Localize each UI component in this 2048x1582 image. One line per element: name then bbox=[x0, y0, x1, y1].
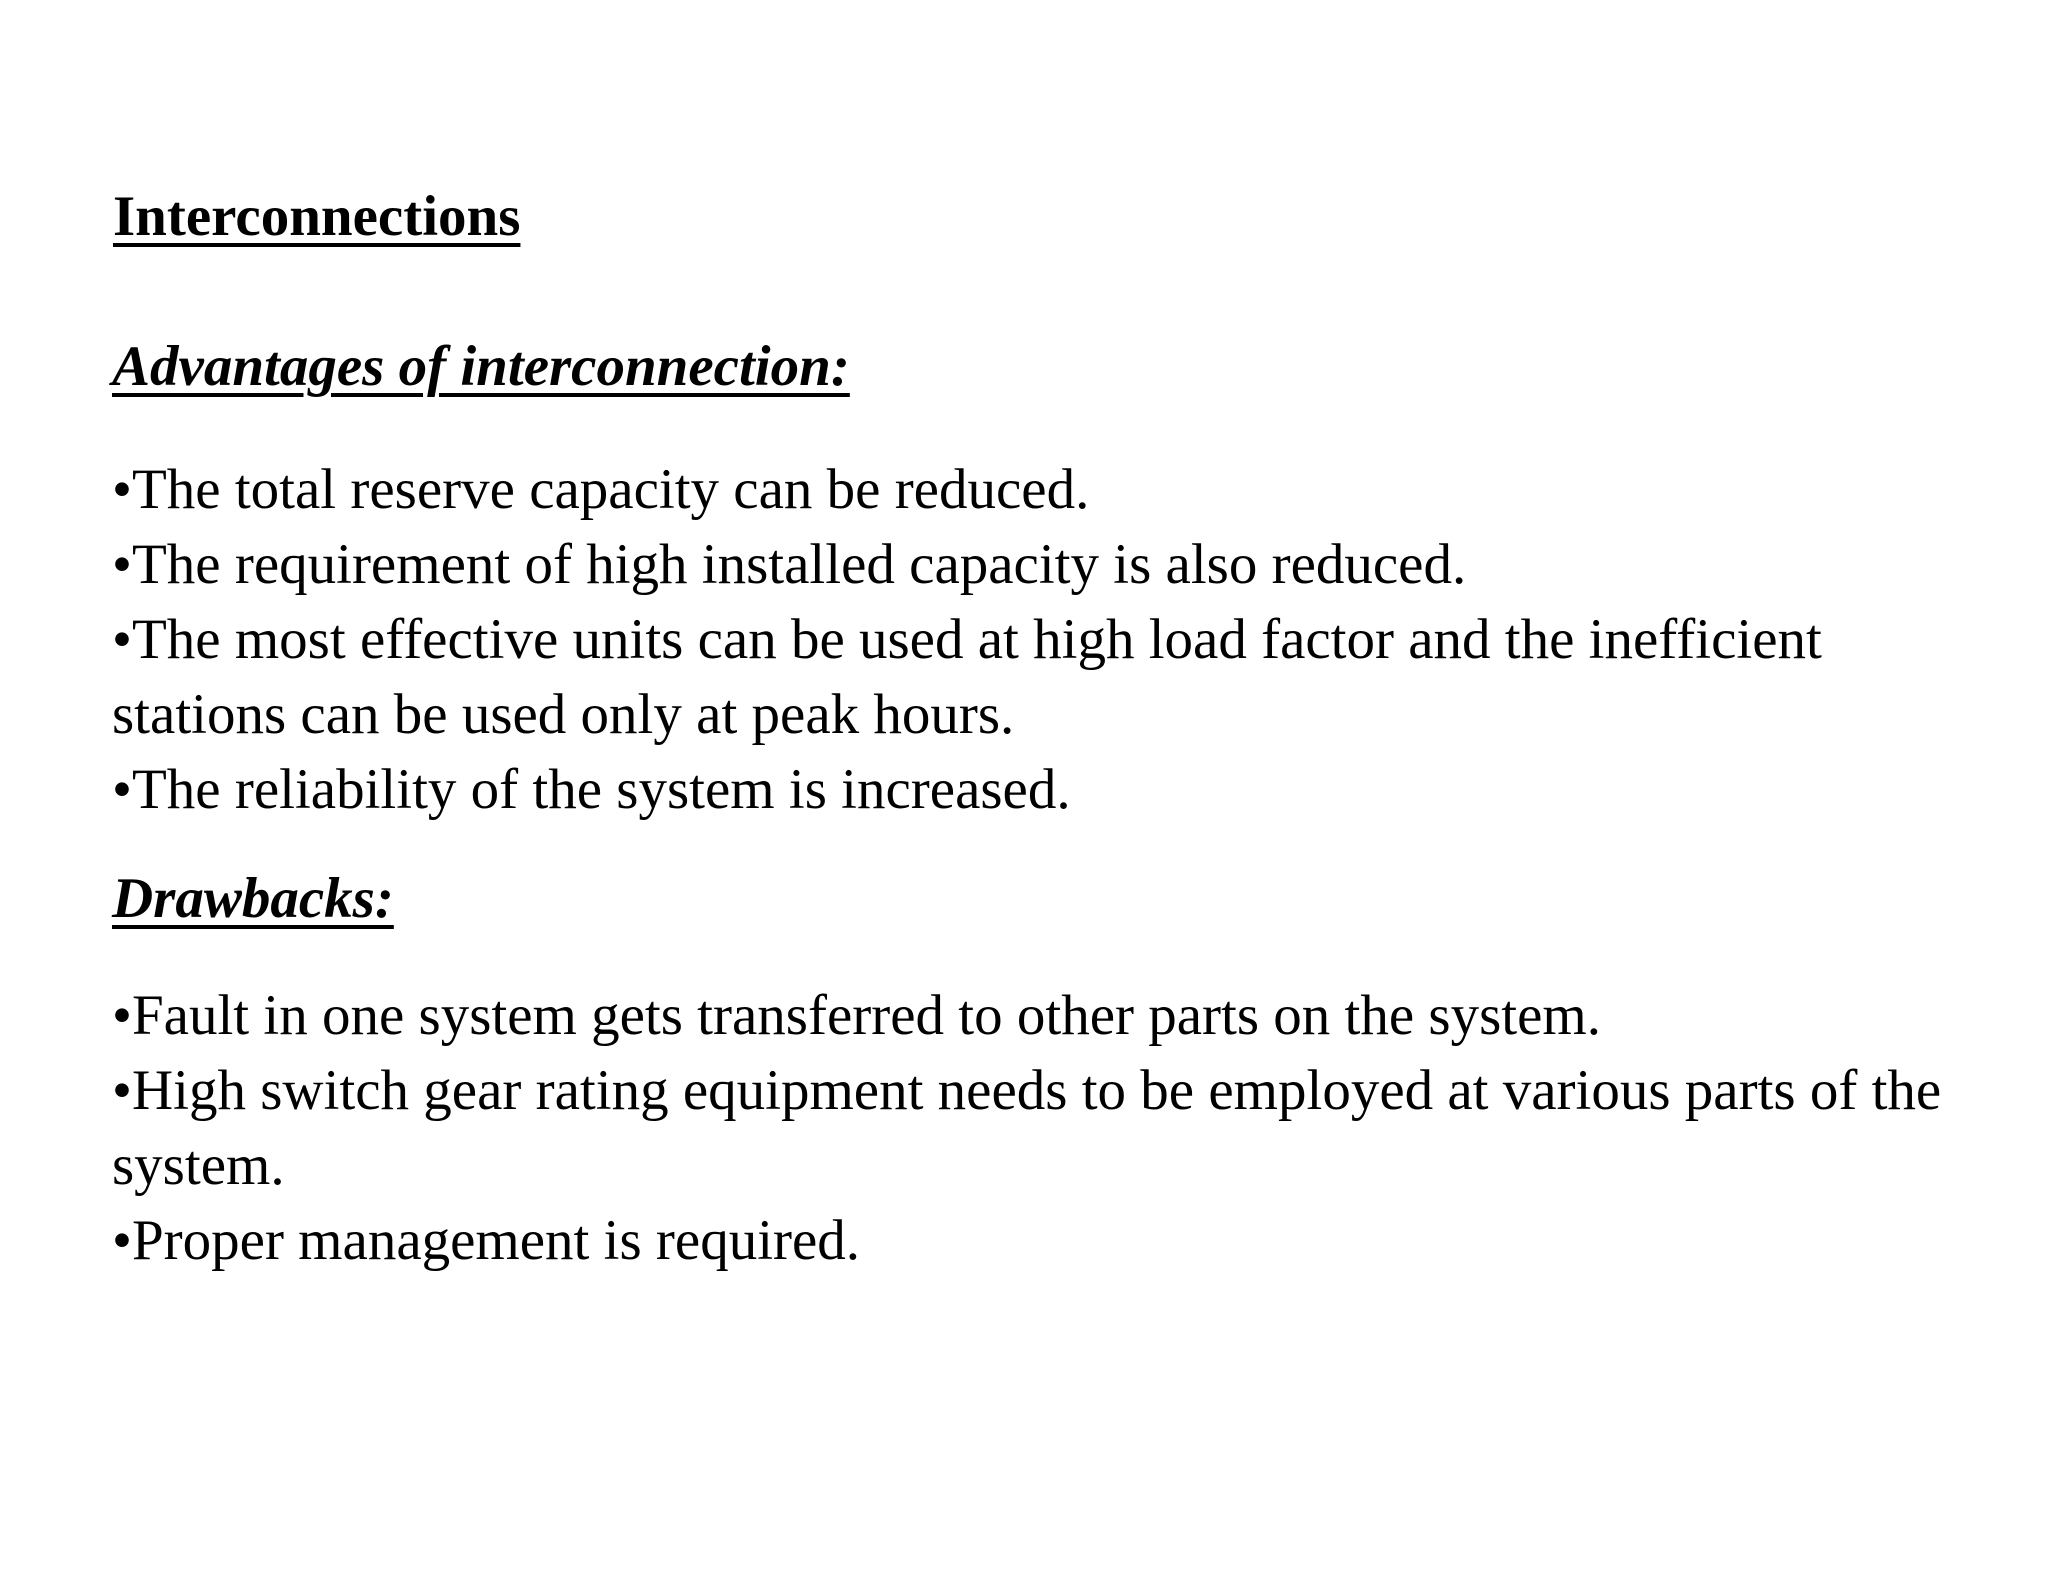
bullet-icon: • bbox=[112, 984, 132, 1047]
bullet-icon: • bbox=[112, 458, 132, 521]
list-item-text: The reliability of the system is increased. bbox=[131, 758, 1071, 821]
list-item bbox=[112, 978, 1972, 1053]
list-item bbox=[112, 527, 1972, 602]
bullet-icon: • bbox=[112, 758, 132, 821]
bullet-icon: • bbox=[112, 1059, 132, 1122]
list-item-text: The most effective units can be used at high load factor and the inefficient stations can be used only at peak hours. bbox=[112, 608, 1822, 746]
list-item bbox=[112, 1053, 1972, 1203]
bullet-icon: • bbox=[112, 608, 132, 671]
bullet-icon: • bbox=[112, 1209, 132, 1272]
advantages-list bbox=[112, 452, 1972, 827]
list-item-text: Proper management is required. bbox=[131, 1209, 861, 1272]
list-item bbox=[112, 752, 1972, 827]
list-item bbox=[112, 602, 1972, 752]
list-item-text: The requirement of high installed capacity is also reduced. bbox=[131, 533, 1467, 596]
list-item bbox=[112, 1203, 1972, 1278]
list-item-text: Fault in one system gets transferred to other parts on the system. bbox=[131, 984, 1601, 1047]
drawbacks-heading: Drawbacks: bbox=[112, 867, 394, 930]
bullet-icon: • bbox=[112, 533, 132, 596]
drawbacks-list bbox=[112, 978, 1972, 1278]
list-item-text: The total reserve capacity can be reduced. bbox=[131, 458, 1090, 521]
list-item bbox=[112, 452, 1972, 527]
advantages-heading: Advantages of interconnection: bbox=[112, 335, 850, 398]
page-title: Interconnections bbox=[113, 185, 521, 248]
list-item-text: High switch gear rating equipment needs to be employed at various parts of the system. bbox=[112, 1059, 1942, 1197]
